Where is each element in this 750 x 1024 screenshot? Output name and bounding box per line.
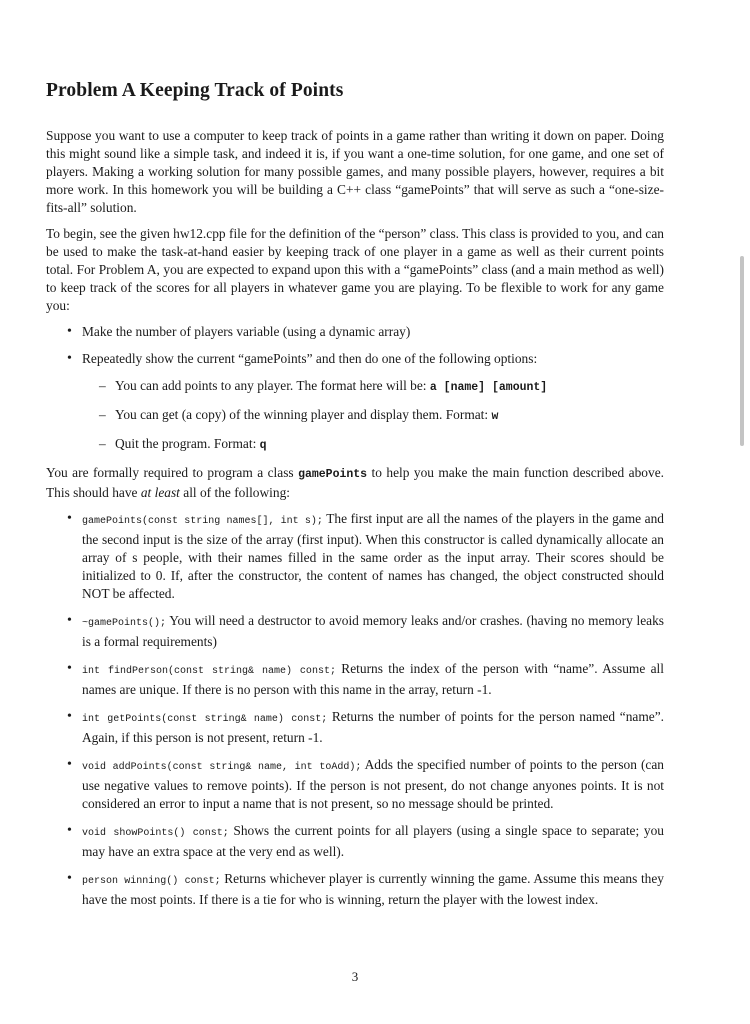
problem-title: Problem A Keeping Track of Points	[46, 80, 344, 101]
setup-paragraph: To begin, see the given hw12.cpp file for the definition of the “person” class. This class is provided to you, and can be used to make the task-at-hand easier by keeping track of one player in a game as well as their current points total. For Problem A, you are expected to expand upon this with a “gamePoints” class (and a main method as well) to keep track of the scores for all players in whatever game you are playing. To be flexible to work for any game you:	[46, 226, 664, 313]
method-signature: person winning() const;	[82, 876, 221, 887]
option-item: – Quit the program. Format: q	[82, 435, 664, 455]
method-item: • gamePoints(const string names[], int s); The first input are all the names of the players in the game and the second input is the size of the array (first input). When this constructor is called dynamically allocate an array of s people, with their names filled in the same order as the input array. Their scores should be initialized to 0. If, after the constructor, the content of names has changed, the object constructed should NOT be affected.	[46, 510, 664, 603]
requirement-item: • Repeatedly show the current “gamePoints” and then do one of the following options: – You can add points to any player. The format here will be: a [name] [amount] – You can get (a copy) of the winning player and display them. Format: w – Quit the program. Format: q	[46, 350, 664, 455]
requirements-list	[46, 323, 664, 455]
method-item: • person winning() const; Returns whichever player is currently winning the game. Assume this means they have the most points. If there is a tie for who is winning, return the player with the lowest index.	[46, 870, 664, 909]
method-item: • void addPoints(const string& name, int toAdd); Adds the specified number of points to the person (can use negative values to remove points). If the person is not present, do not change anyones points. It is not considered an error to input a name that is not present, so no message should be printed.	[46, 756, 664, 813]
method-item: • int getPoints(const string& name) const; Returns the number of points for the person named “name”. Again, if this person is not present, return -1.	[46, 708, 664, 747]
requirement-item: • Make the number of players variable (using a dynamic array)	[46, 323, 664, 341]
vertical-scrollbar[interactable]	[740, 256, 744, 446]
options-list	[82, 377, 664, 455]
method-signature: int getPoints(const string& name) const;	[82, 714, 328, 725]
method-item: • int findPerson(const string& name) const; Returns the index of the person with “name”. Assume all names are unique. If there is no person with this name in the array, return -1.	[46, 660, 664, 699]
method-item: • ~gamePoints(); You will need a destructor to avoid memory leaks and/or crashes. (having no memory leaks is a formal requirements)	[46, 612, 664, 651]
option-item: – You can add points to any player. The format here will be: a [name] [amount]	[82, 377, 664, 397]
class-paragraph: You are formally required to program a class gamePoints to help you make the main function described above. This should have at least all of the following:	[46, 465, 664, 500]
option-format-code: q	[259, 439, 267, 452]
method-signature: void showPoints() const;	[82, 828, 229, 839]
option-format-code: a [name] [amount]	[429, 381, 548, 394]
page-number: 3	[351, 969, 359, 984]
class-name-code: gamePoints	[298, 468, 368, 481]
method-signature: gamePoints(const string names[], int s);	[82, 516, 323, 527]
option-format-code: w	[491, 410, 499, 423]
methods-list	[46, 510, 664, 909]
intro-paragraph: Suppose you want to use a computer to keep track of points in a game rather than writing it down on paper. Doing this might sound like a simple task, and indeed it is, if you want a one-time solution, for one game, and one set of players. Making a working solution for many possible games, and many possible players, however, requires a bit more work. In this homework you will be building a C++ class “gamePoints” that will serve as such a “one-size-fits-all” solution.	[46, 128, 664, 215]
method-item: • void showPoints() const; Shows the current points for all players (using a single space to separate; you may have an extra space at the very end as well).	[46, 822, 664, 861]
option-item: – You can get (a copy) of the winning player and display them. Format: w	[82, 406, 664, 426]
method-signature: int findPerson(const string& name) const;	[82, 666, 336, 677]
document-body	[46, 127, 664, 918]
method-signature: ~gamePoints();	[82, 618, 167, 629]
method-signature: void addPoints(const string& name, int toAdd);	[82, 762, 362, 773]
